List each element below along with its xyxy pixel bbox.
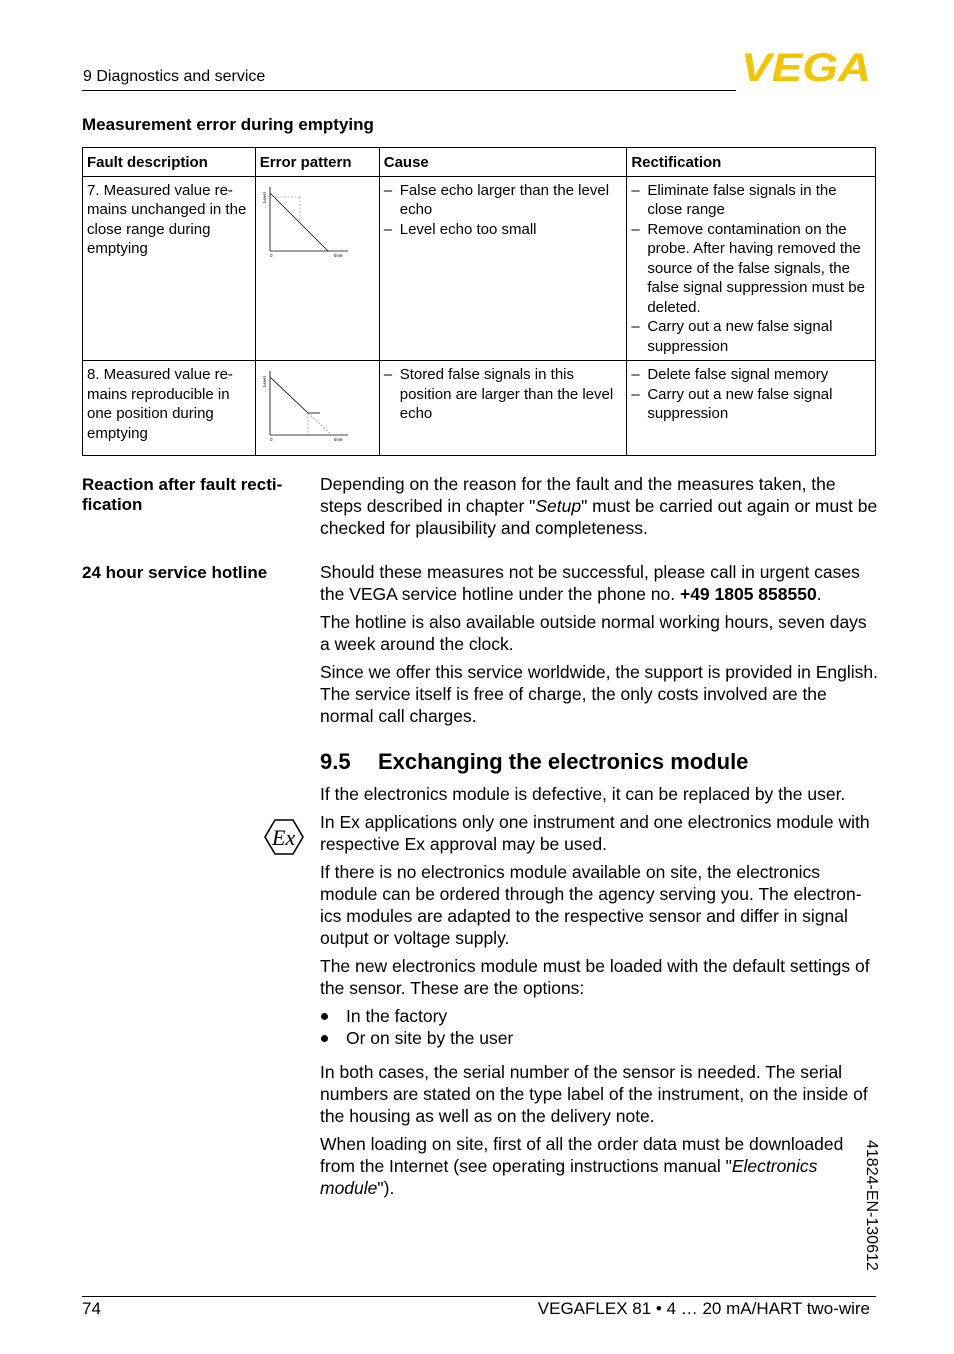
rectification-item: – Delete false signal memory (631, 365, 871, 385)
hotline-paragraph-3: Since we offer this service worldwide, the support is provided in English. The service itself is free of charge, the only costs involved are the normal call charges. (320, 662, 879, 726)
error-pattern-cell (255, 361, 379, 456)
error-pattern-chart-8 (260, 365, 350, 445)
y-axis-label: Level (261, 376, 267, 387)
ex-approval-icon (263, 818, 305, 856)
level-curve (270, 193, 328, 251)
section-title: Measurement error during emptying (82, 115, 374, 134)
rectification-item: – Eliminate false signals in the close range (631, 181, 871, 220)
hotline-phone: +49 1805 858550 (679, 584, 817, 604)
product-name: VEGAFLEX 81 • 4 … 20 mA/HART two-wire (537, 1299, 870, 1318)
options-list-wrap (320, 1005, 880, 1049)
rectification-cell (627, 176, 876, 361)
footer-rule (82, 1296, 876, 1297)
header-rectification: Rectification (627, 148, 876, 177)
header-rule (82, 90, 736, 91)
chapter-header: 9 Diagnostics and service (83, 68, 266, 85)
cause-cell (379, 361, 627, 456)
vega-logo-text: VEGA (741, 50, 871, 84)
exchange-paragraph-1: If the electronics module is defective, it can be replaced by the user. (320, 784, 846, 804)
error-pattern-chart-7 (260, 181, 350, 261)
setup-chapter-ref: Setup (535, 496, 582, 516)
document-id: 41824-EN-130612 (863, 1140, 880, 1271)
origin-label: 0 (269, 252, 273, 258)
exchange-paragraph-2: In Ex applications only one instrument and one electronics module with respective Ex approval may be used. (320, 812, 870, 854)
expected-curve (308, 413, 332, 435)
vega-logo (741, 50, 873, 84)
exchange-paragraph-3: If there is no electronics module available on site, the electronics module can be ordered through the agency serving you. The electron- ics modules are adapted to the respective sensor and differ in signal output or voltage supply. (320, 862, 862, 948)
fault-description: 7. Measured value re- mains unchanged in the close range during emptying (83, 176, 256, 361)
list-item: In the factory (320, 1005, 880, 1027)
header-error-pattern: Error pattern (255, 148, 379, 177)
section-heading: 9.5 Exchanging the electronics module (320, 749, 749, 774)
hotline-paragraph-1: Should these measures not be successful, please call in urgent cases the VEGA service hotline under the phone no. +49 1805 858550. (320, 562, 860, 604)
cause-item: – False echo larger than the level echo (384, 181, 623, 220)
rectification-item: – Remove contamination on the probe. After having removed the source of the false signals, the false signal suppression must be deleted. (631, 220, 871, 318)
header-cause: Cause (379, 148, 627, 177)
x-axis-label: time (333, 252, 343, 258)
cause-item: – Level echo too small (384, 220, 623, 240)
exchange-paragraph-4: The new electronics module must be loaded with the default settings of the sensor. These are the options: (320, 956, 870, 998)
reaction-text: Depending on the reason for the fault and the measures taken, the steps described in chapter "Setup" must be carried out again or must be checked for plausibility and completeness. (320, 474, 878, 538)
rectification-cell (627, 361, 876, 456)
fault-description: 8. Measured value re- mains reproducible in one position during emptying (83, 361, 256, 456)
x-axis-label: time (333, 437, 343, 442)
exchange-paragraph-6: When loading on site, first of all the order data must be downloaded from the Internet (see operating instructions manual "Electronics module"). (320, 1134, 844, 1198)
hotline-paragraph-2: The hotline is also available outside normal working hours, seven days a week around the clock. (320, 612, 867, 654)
error-pattern-cell (255, 176, 379, 361)
table-header-row (83, 148, 876, 177)
exchange-paragraph-5: In both cases, the serial number of the sensor is needed. The serial numbers are stated on the type label of the instrument, on the inside of the housing as well as on the delivery note. (320, 1062, 868, 1126)
table-row (83, 176, 876, 361)
level-curve (270, 377, 308, 413)
electronics-module-manual-ref: Electronics module (320, 1156, 818, 1198)
cause-cell (379, 176, 627, 361)
hotline-label: 24 hour service hotline (82, 563, 268, 582)
table-row (83, 361, 876, 456)
y-axis-label: Level (261, 191, 267, 203)
rectification-item: – Carry out a new false signal suppression (631, 385, 871, 424)
options-list (320, 1005, 880, 1049)
cause-item: – Stored false signals in this position are larger than the level echo (384, 365, 623, 424)
page-number: 74 (82, 1299, 101, 1318)
header-fault-description: Fault description (83, 148, 256, 177)
svg-text:Ex: Ex (272, 825, 296, 850)
list-item: Or on site by the user (320, 1027, 880, 1049)
reaction-label: Reaction after fault recti- fication (82, 475, 283, 514)
rectification-item: – Carry out a new false signal suppression (631, 317, 871, 356)
fault-table (82, 147, 876, 456)
origin-label: 0 (269, 437, 273, 442)
